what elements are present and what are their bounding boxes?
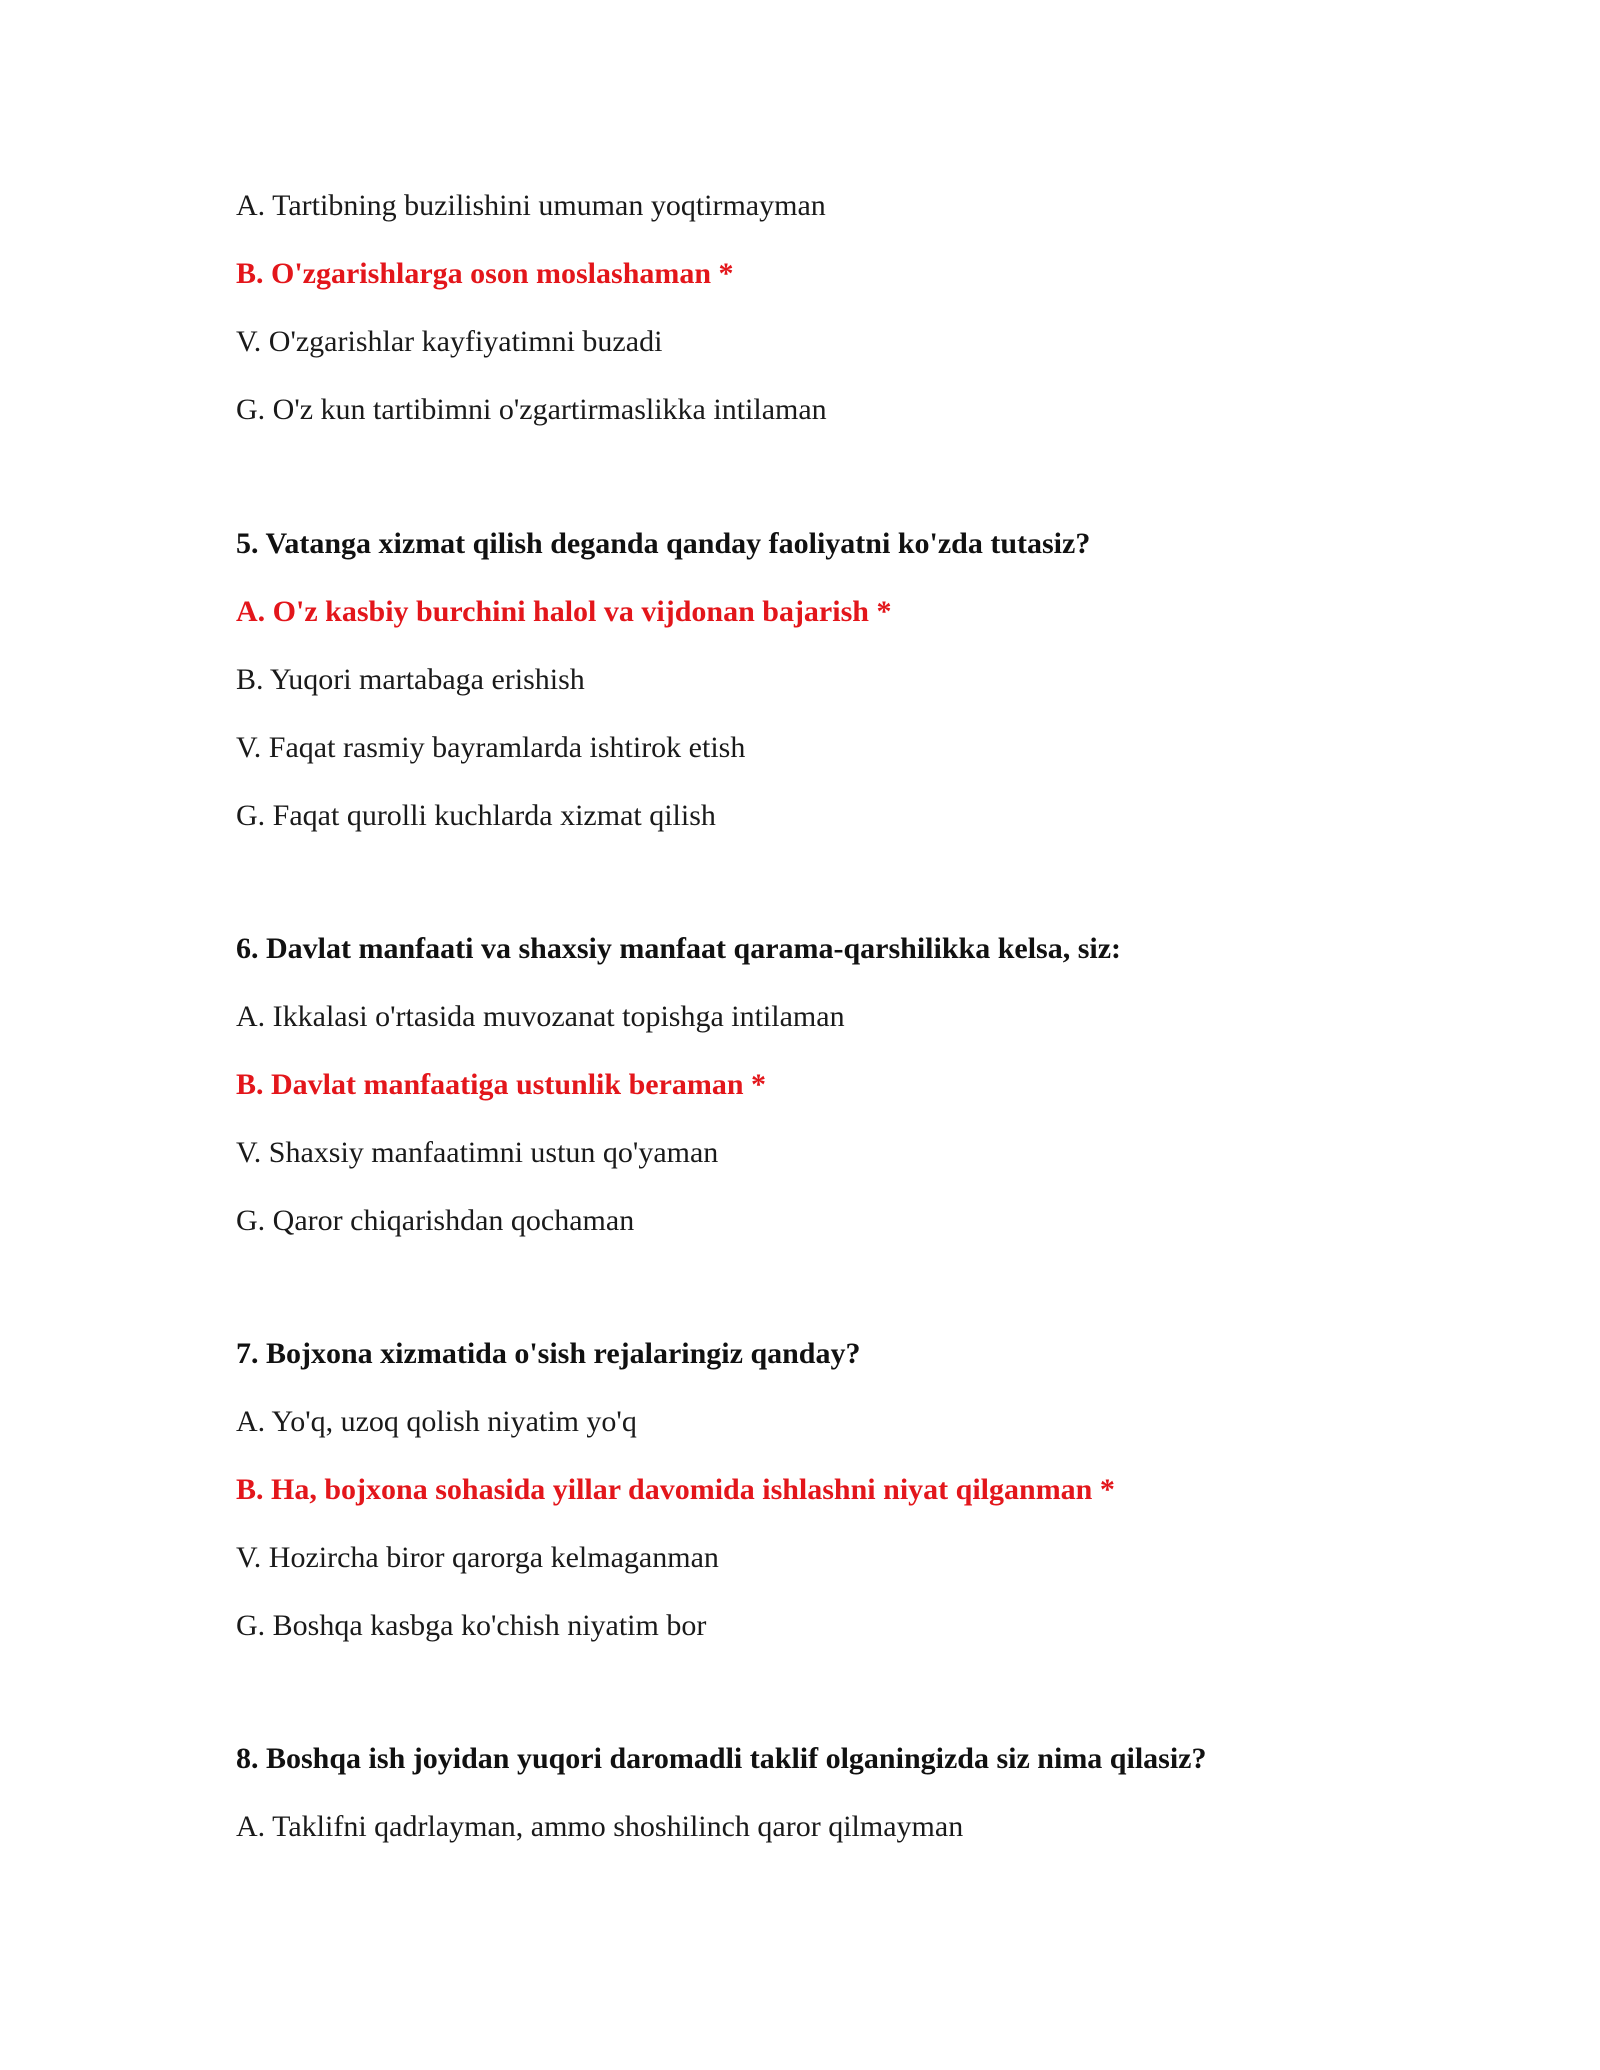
answer-option-correct: B. Davlat manfaatiga ustunlik beraman * bbox=[236, 1068, 767, 1101]
answer-option: V. Hozircha biror qarorga kelmaganman bbox=[236, 1541, 719, 1574]
answer-option: A. Tartibning buzilishini umuman yoqtirmayman bbox=[236, 189, 826, 222]
answer-option: A. Taklifni qadrlayman, ammo shoshilinch qaror qilmayman bbox=[236, 1810, 964, 1843]
answer-option: V. Shaxsiy manfaatimni ustun qo'yaman bbox=[236, 1136, 719, 1169]
answer-option: G. Boshqa kasbga ko'chish niyatim bor bbox=[236, 1609, 707, 1642]
document-page bbox=[236, 0, 1476, 2070]
answer-option: G. Faqat qurolli kuchlarda xizmat qilish bbox=[236, 799, 716, 832]
question-heading: 8. Boshqa ish joyidan yuqori daromadli taklif olganingizda siz nima qilasiz? bbox=[236, 1742, 1207, 1775]
answer-option: B. Yuqori martabaga erishish bbox=[236, 663, 585, 696]
answer-option: V. Faqat rasmiy bayramlarda ishtirok etish bbox=[236, 731, 746, 764]
question-heading: 6. Davlat manfaati va shaxsiy manfaat qarama-qarshilikka kelsa, siz: bbox=[236, 932, 1122, 965]
answer-option: A. Ikkalasi o'rtasida muvozanat topishga intilaman bbox=[236, 1000, 845, 1033]
answer-option: G. Qaror chiqarishdan qochaman bbox=[236, 1204, 635, 1237]
answer-option-correct: B. O'zgarishlarga oson moslashaman * bbox=[236, 257, 734, 290]
answer-option-correct: A. O'z kasbiy burchini halol va vijdonan bajarish * bbox=[236, 595, 892, 628]
answer-option: A. Yo'q, uzoq qolish niyatim yo'q bbox=[236, 1405, 637, 1438]
answer-option-correct: B. Ha, bojxona sohasida yillar davomida ishlashni niyat qilganman * bbox=[236, 1473, 1115, 1506]
answer-option: V. O'zgarishlar kayfiyatimni buzadi bbox=[236, 325, 663, 358]
question-heading: 5. Vatanga xizmat qilish deganda qanday faoliyatni ko'zda tutasiz? bbox=[236, 527, 1091, 560]
question-heading: 7. Bojxona xizmatida o'sish rejalaringiz qanday? bbox=[236, 1337, 861, 1370]
answer-option: G. O'z kun tartibimni o'zgartirmaslikka intilaman bbox=[236, 393, 827, 426]
